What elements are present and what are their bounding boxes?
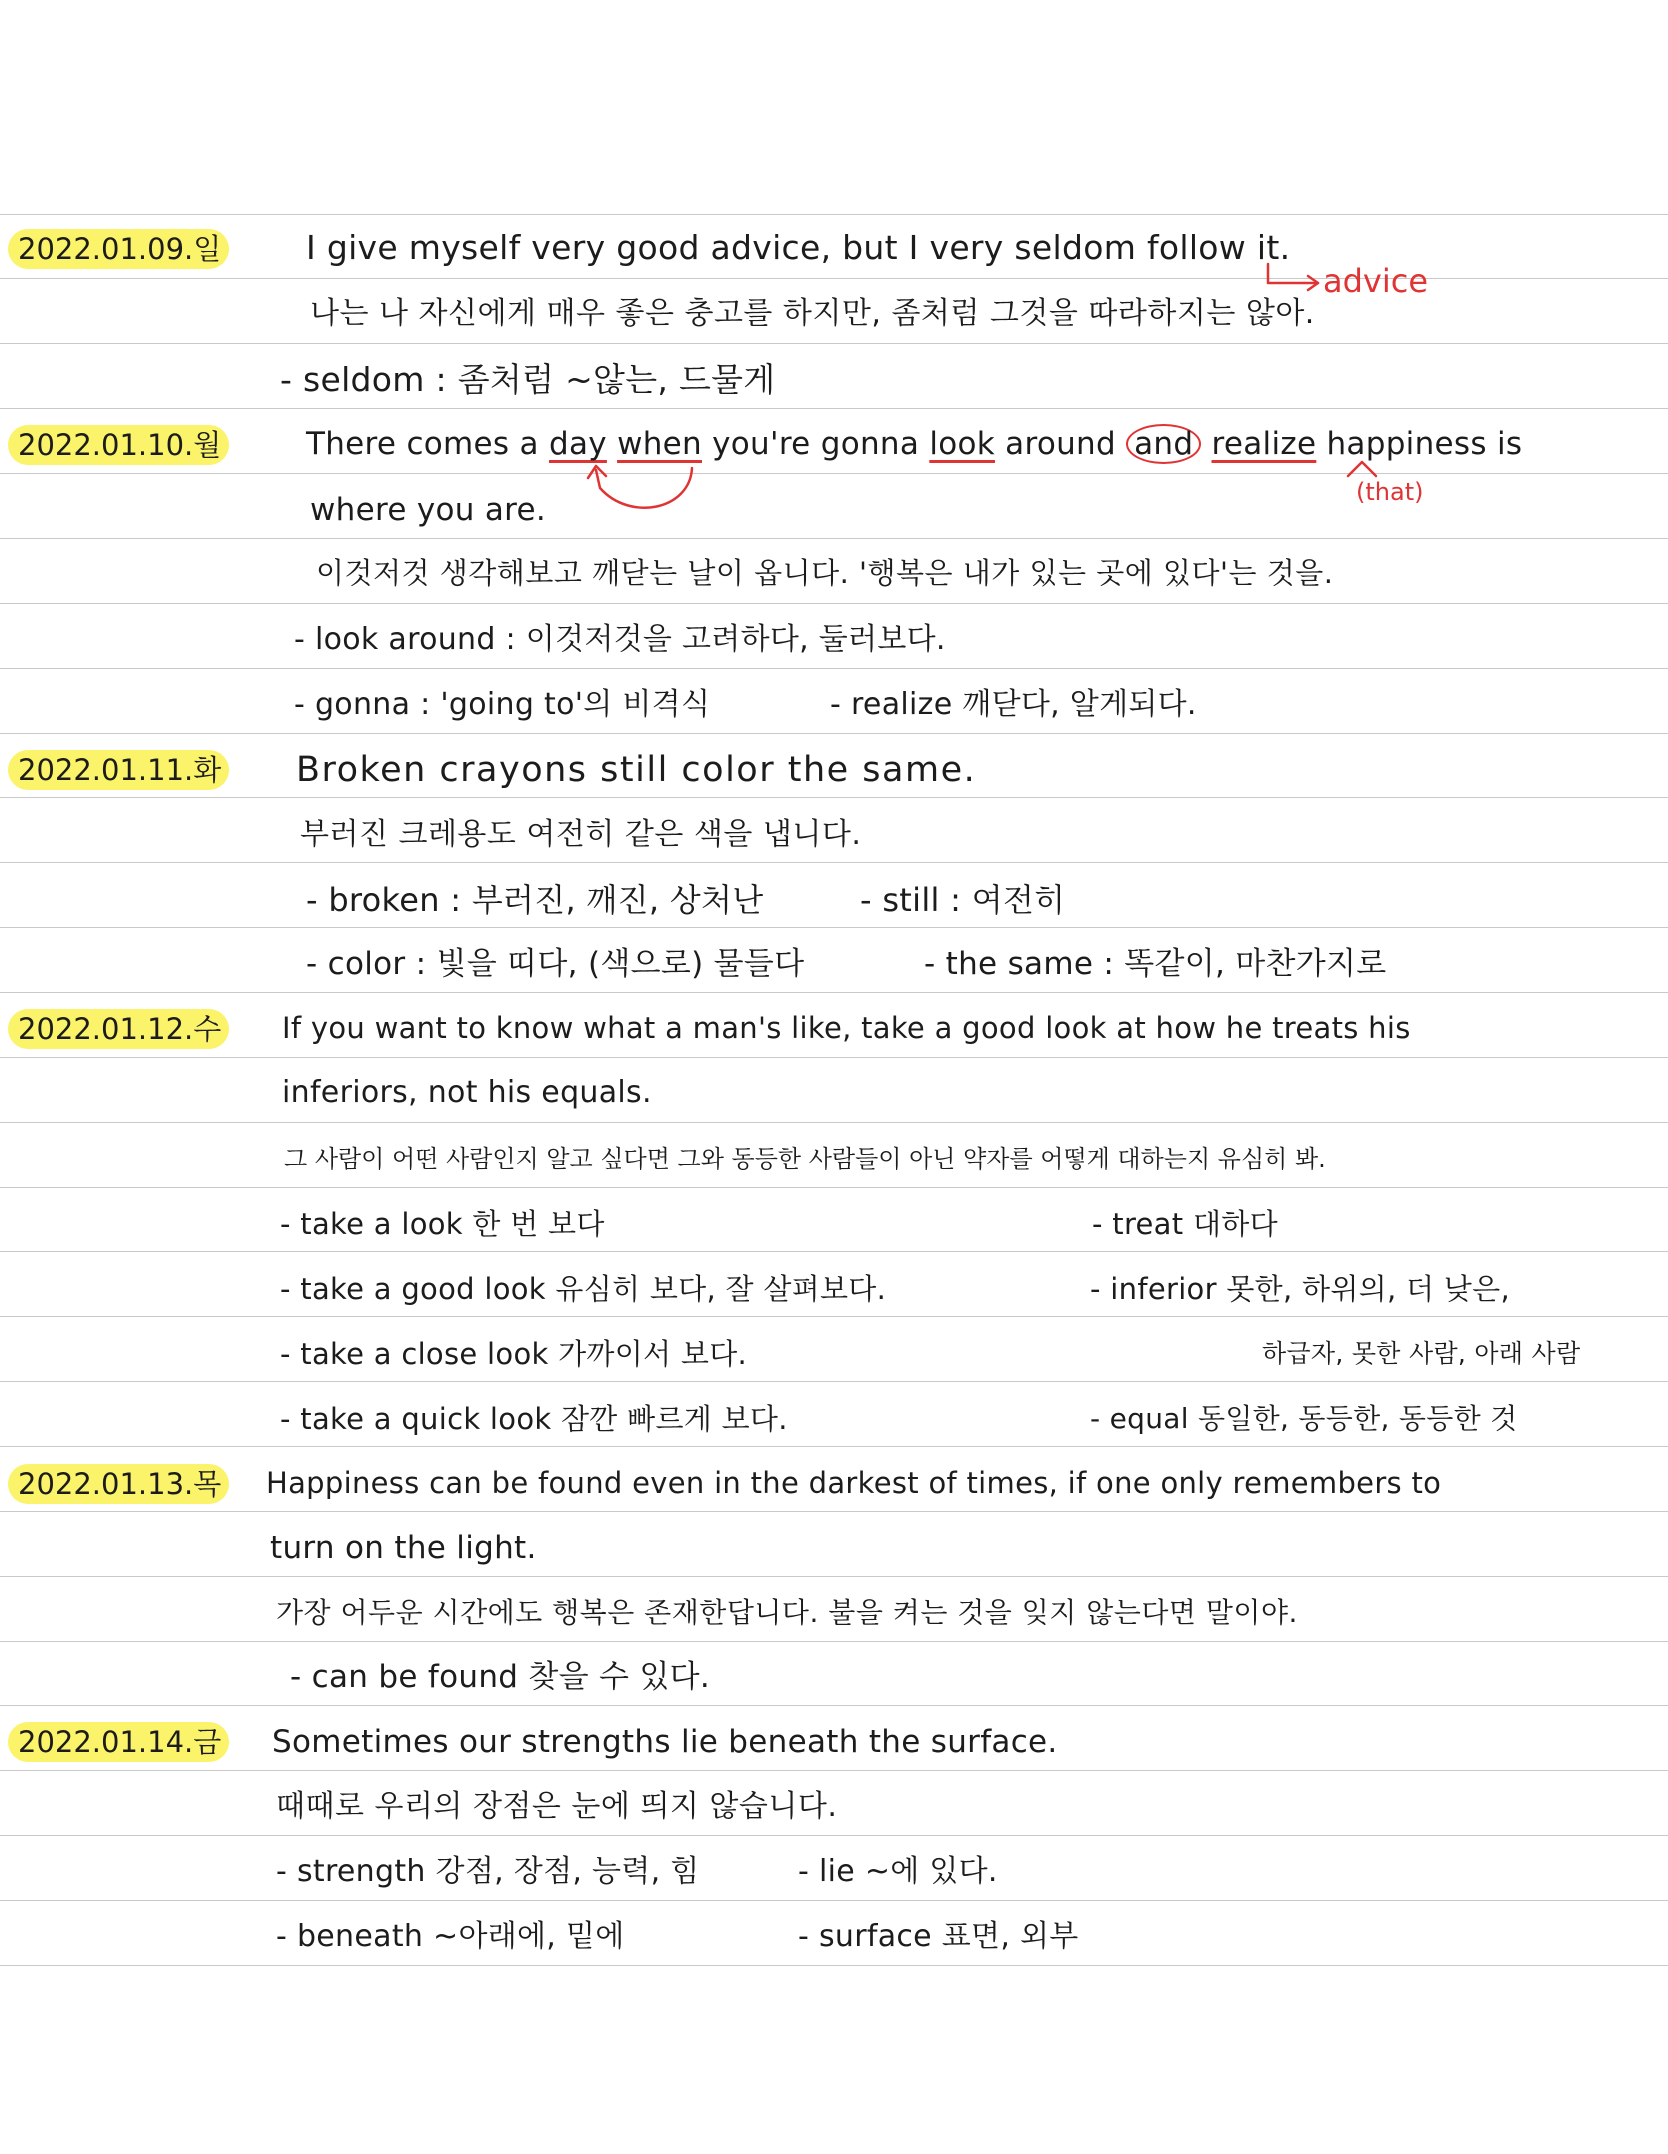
ruled-line xyxy=(0,862,1668,863)
english-sentence: Broken crayons still color the same. xyxy=(296,750,977,790)
circled-and: and xyxy=(1126,424,1201,464)
vocab-note: - color : 빛을 띠다, (색으로) 물들다 xyxy=(306,946,805,982)
ruled-line xyxy=(0,1835,1668,1836)
ruled-line xyxy=(0,1511,1668,1512)
ruled-line xyxy=(0,1641,1668,1642)
korean-translation: 가장 어두운 시간에도 행복은 존재한답니다. 불을 켜는 것을 잊지 않는다면 말이야. xyxy=(276,1596,1298,1629)
sentence-part: you're gonna xyxy=(701,426,930,462)
ruled-line xyxy=(0,408,1668,409)
sentence-part: around xyxy=(995,426,1127,462)
vocab-note: - surface 표면, 외부 xyxy=(798,1919,1079,1954)
underlined-day: day xyxy=(548,426,607,462)
ruled-line xyxy=(0,603,1668,604)
english-sentence-line2: where you are. xyxy=(310,492,547,528)
ruled-line xyxy=(0,733,1668,734)
ruled-line xyxy=(0,1187,1668,1188)
ruled-line xyxy=(0,1251,1668,1252)
vocab-note: - take a quick look 잠깐 빠르게 보다. xyxy=(280,1402,788,1436)
entry-date: 2022.01.13.목 xyxy=(8,1464,229,1504)
ruled-line xyxy=(0,992,1668,993)
vocab-note: - still : 여전히 xyxy=(860,881,1066,919)
entry-date: 2022.01.10.월 xyxy=(8,425,229,465)
ruled-line xyxy=(0,214,1668,215)
entry-date: 2022.01.11.화 xyxy=(8,750,229,790)
ruled-line xyxy=(0,1446,1668,1447)
korean-translation: 부러진 크레용도 여전히 같은 색을 냅니다. xyxy=(300,817,862,852)
vocab-note: - lie ~에 있다. xyxy=(798,1854,998,1889)
korean-translation: 이것저것 생각해보고 깨닫는 날이 옵니다. '행복은 내가 있는 곳에 있다'는 것을. xyxy=(316,556,1334,590)
ruled-line xyxy=(0,668,1668,669)
vocab-note: - strength 강점, 장점, 능력, 힘 xyxy=(276,1854,700,1889)
ruled-line xyxy=(0,1381,1668,1382)
sentence-part: There comes a xyxy=(306,426,549,462)
sentence-part: happiness is xyxy=(1316,426,1523,462)
vocab-note: - inferior 못한, 하위의, 더 낮은, xyxy=(1090,1272,1510,1306)
ruled-line xyxy=(0,1057,1668,1058)
ruled-line xyxy=(0,538,1668,539)
english-sentence-line1 xyxy=(306,424,1522,464)
vocab-note: 하급자, 못한 사람, 아래 사람 xyxy=(1262,1339,1581,1368)
korean-translation: 나는 나 자신에게 매우 좋은 충고를 하지만, 좀처럼 그것을 따라하지는 않아. xyxy=(310,296,1315,331)
korean-translation: 그 사람이 어떤 사람인지 알고 싶다면 그와 동등한 사람들이 아닌 약자를 어떻게 대하는지 유심히 봐. xyxy=(284,1145,1326,1173)
vocab-note: - treat 대하다 xyxy=(1092,1207,1278,1241)
ruled-line xyxy=(0,1770,1668,1771)
annotation-advice: advice xyxy=(1323,262,1429,300)
vocab-note: - look around : 이것저것을 고려하다, 둘러보다. xyxy=(294,622,946,657)
annotation-that: (that) xyxy=(1356,478,1424,506)
vocab-note: - equal 동일한, 동등한, 동등한 것 xyxy=(1090,1402,1518,1435)
english-sentence: Sometimes our strengths lie beneath the surface. xyxy=(272,1724,1058,1760)
entry-date: 2022.01.12.수 xyxy=(8,1009,229,1049)
vocab-note: - gonna : 'going to'의 비격식 xyxy=(294,687,711,722)
ruled-line xyxy=(0,927,1668,928)
vocab-note: - beneath ~아래에, 밑에 xyxy=(276,1919,625,1954)
korean-translation: 때때로 우리의 장점은 눈에 띄지 않습니다. xyxy=(276,1789,838,1824)
entry-date: 2022.01.09.일 xyxy=(8,229,229,269)
vocab-note: - seldom : 좀처럼 ~않는, 드물게 xyxy=(280,360,776,399)
ruled-line xyxy=(0,1965,1668,1966)
ruled-line xyxy=(0,1316,1668,1317)
arrow-head xyxy=(588,466,606,478)
ruled-line xyxy=(0,473,1668,474)
english-sentence-line1: Happiness can be found even in the darkest of times, if one only remembers to xyxy=(266,1466,1442,1500)
vocab-note: - realize 깨닫다, 알게되다. xyxy=(830,687,1197,722)
ruled-line xyxy=(0,1576,1668,1577)
vocab-note: - can be found 찾을 수 있다. xyxy=(290,1659,711,1695)
english-sentence: I give myself very good advice, but I very seldom follow it. xyxy=(306,228,1291,267)
sentence-part xyxy=(1201,426,1211,462)
underlined-look: look xyxy=(929,426,996,462)
ruled-line xyxy=(0,797,1668,798)
entry-date: 2022.01.14.금 xyxy=(8,1722,229,1762)
english-sentence-line2: turn on the light. xyxy=(270,1530,537,1566)
underlined-realize: realize xyxy=(1211,426,1317,462)
english-sentence-line1: If you want to know what a man's like, take a good look at how he treats his xyxy=(282,1011,1411,1045)
sentence-part xyxy=(607,426,617,462)
vocab-note: - take a close look 가까이서 보다. xyxy=(280,1337,748,1371)
english-sentence-line2: inferiors, not his equals. xyxy=(282,1075,652,1110)
vocab-note: - the same : 똑같이, 마찬가지로 xyxy=(924,946,1387,982)
ruled-line xyxy=(0,1122,1668,1123)
ruled-line xyxy=(0,1705,1668,1706)
ruled-line xyxy=(0,1900,1668,1901)
vocab-note: - broken : 부러진, 깨진, 상처난 xyxy=(306,881,764,919)
ruled-line xyxy=(0,343,1668,344)
vocab-note: - take a good look 유심히 보다, 잘 살펴보다. xyxy=(280,1272,887,1306)
underlined-when: when xyxy=(617,426,702,462)
vocab-note: - take a look 한 번 보다 xyxy=(280,1207,605,1241)
